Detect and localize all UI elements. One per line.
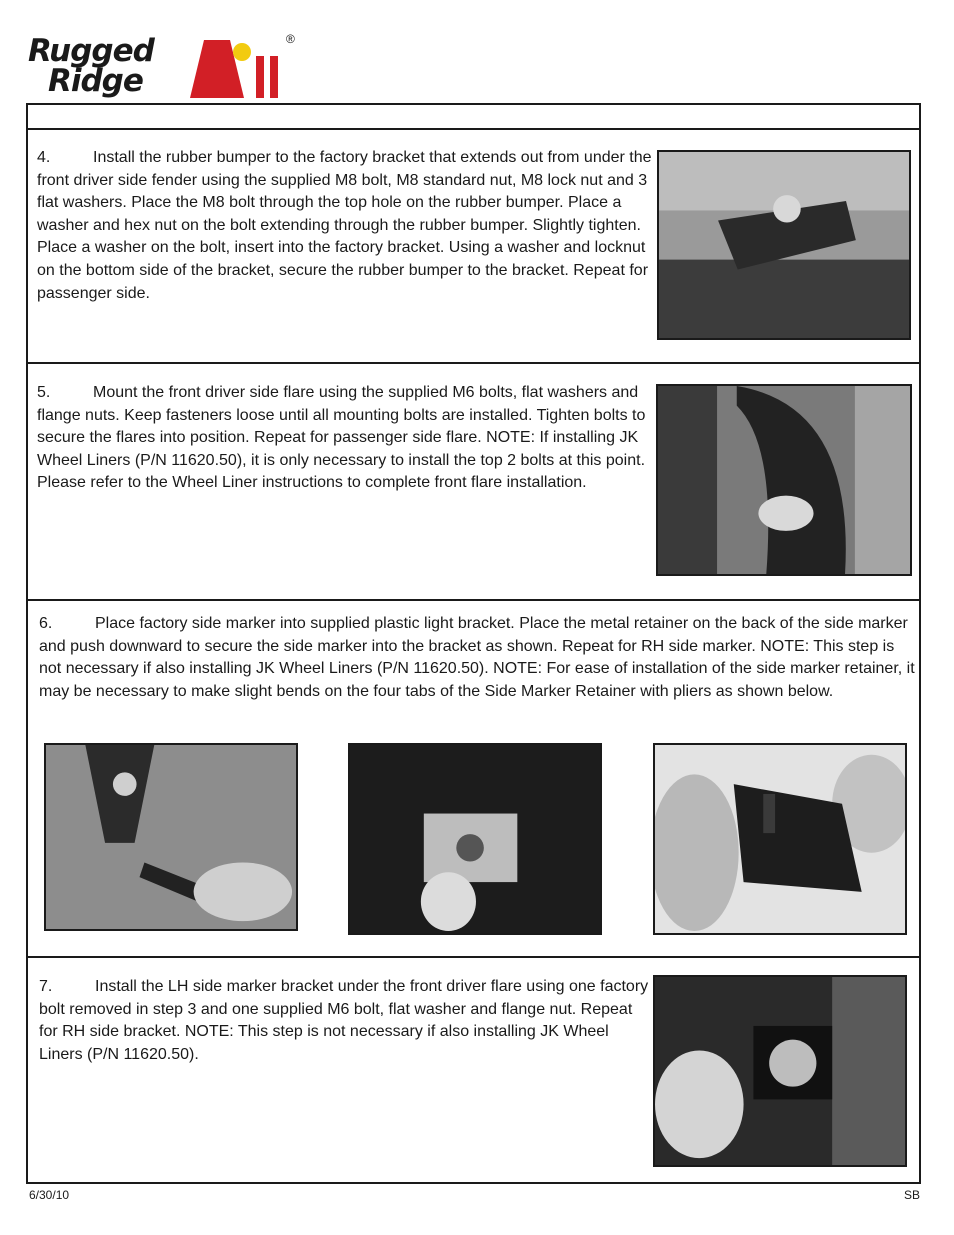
step-number: 6. bbox=[39, 615, 53, 632]
step-text: Install the rubber bumper to the factory bracket that extends out from under the front driver side fender using the supplied M8 bolt, M8 standard nut, M8 lock nut and 3 flat washers. Place the M8 bolt through the top hole on the rubber bumper. Place a washer and hex nut on the bolt extending through the rubber bumper. Slightly tighten. Place a washer on the bolt, insert into the factory bracket. Using a washer and locknut on the bottom side of the bracket, secure the rubber bumper to the bracket. Repeat for passenger side. bbox=[37, 149, 652, 302]
section-divider bbox=[28, 956, 919, 958]
brand-logo bbox=[24, 30, 304, 104]
logo-text-ridge: Ridge bbox=[48, 63, 143, 99]
step-text: Place factory side marker into supplied plastic light bracket. Place the metal retainer on the back of the side marker and push downward to secure the side marker into the bracket as shown. Repeat for RH side marker. NOTE: This step is not necessary if also installing JK Wheel Liners (P/N 11620.50). NOTE: For ease of installation of the side marker retainer, it may be necessary to make slight bends on the four tabs of the Side Marker Retainer with pliers as shown below. bbox=[39, 615, 915, 700]
step-4 bbox=[37, 147, 653, 305]
section-divider bbox=[28, 362, 919, 364]
step-5 bbox=[37, 382, 653, 495]
section-divider bbox=[28, 599, 919, 601]
step-6 bbox=[39, 613, 919, 703]
step-number: 4. bbox=[37, 149, 51, 166]
step-6-photo-retainer bbox=[348, 743, 602, 935]
step-6-photo-pliers bbox=[44, 743, 298, 931]
step-5-photo-flare bbox=[656, 384, 912, 576]
step-6-photo-bracket bbox=[653, 743, 907, 935]
footer-initials: SB bbox=[904, 1188, 921, 1202]
step-text: Install the LH side marker bracket under the front driver flare using one factory bolt removed in step 3 and one supplied M6 bolt, flat washer and flange nut. Repeat for RH side bracket. NOTE: This step is not necessary if also installing JK Wheel Liners (P/N 11620.50). bbox=[39, 978, 649, 1063]
logo-grille-mark bbox=[174, 36, 292, 100]
step-7-photo-side-marker bbox=[653, 975, 907, 1167]
step-text: Mount the front driver side flare using the supplied M6 bolts, flat washers and flange nuts. Keep fasteners loose until all mounting bolts are installed. Tighten bolts to secure the flares into position. Repeat for passenger side flare. NOTE: If installing JK Wheel Liners (P/N 11620.50), it is only necessary to install the top 2 bolts at this point. Please refer to the Wheel Liner instructions to complete front flare installation. bbox=[37, 384, 646, 492]
step-number: 7. bbox=[39, 978, 53, 995]
step-4-photo-bumper bbox=[657, 150, 911, 340]
step-7 bbox=[39, 976, 651, 1066]
header-rule bbox=[28, 128, 919, 130]
footer-date: 6/30/10 bbox=[29, 1188, 70, 1202]
step-number: 5. bbox=[37, 384, 51, 401]
registered-mark: ® bbox=[286, 32, 295, 46]
logo-text-rugged: Rugged bbox=[28, 33, 154, 69]
